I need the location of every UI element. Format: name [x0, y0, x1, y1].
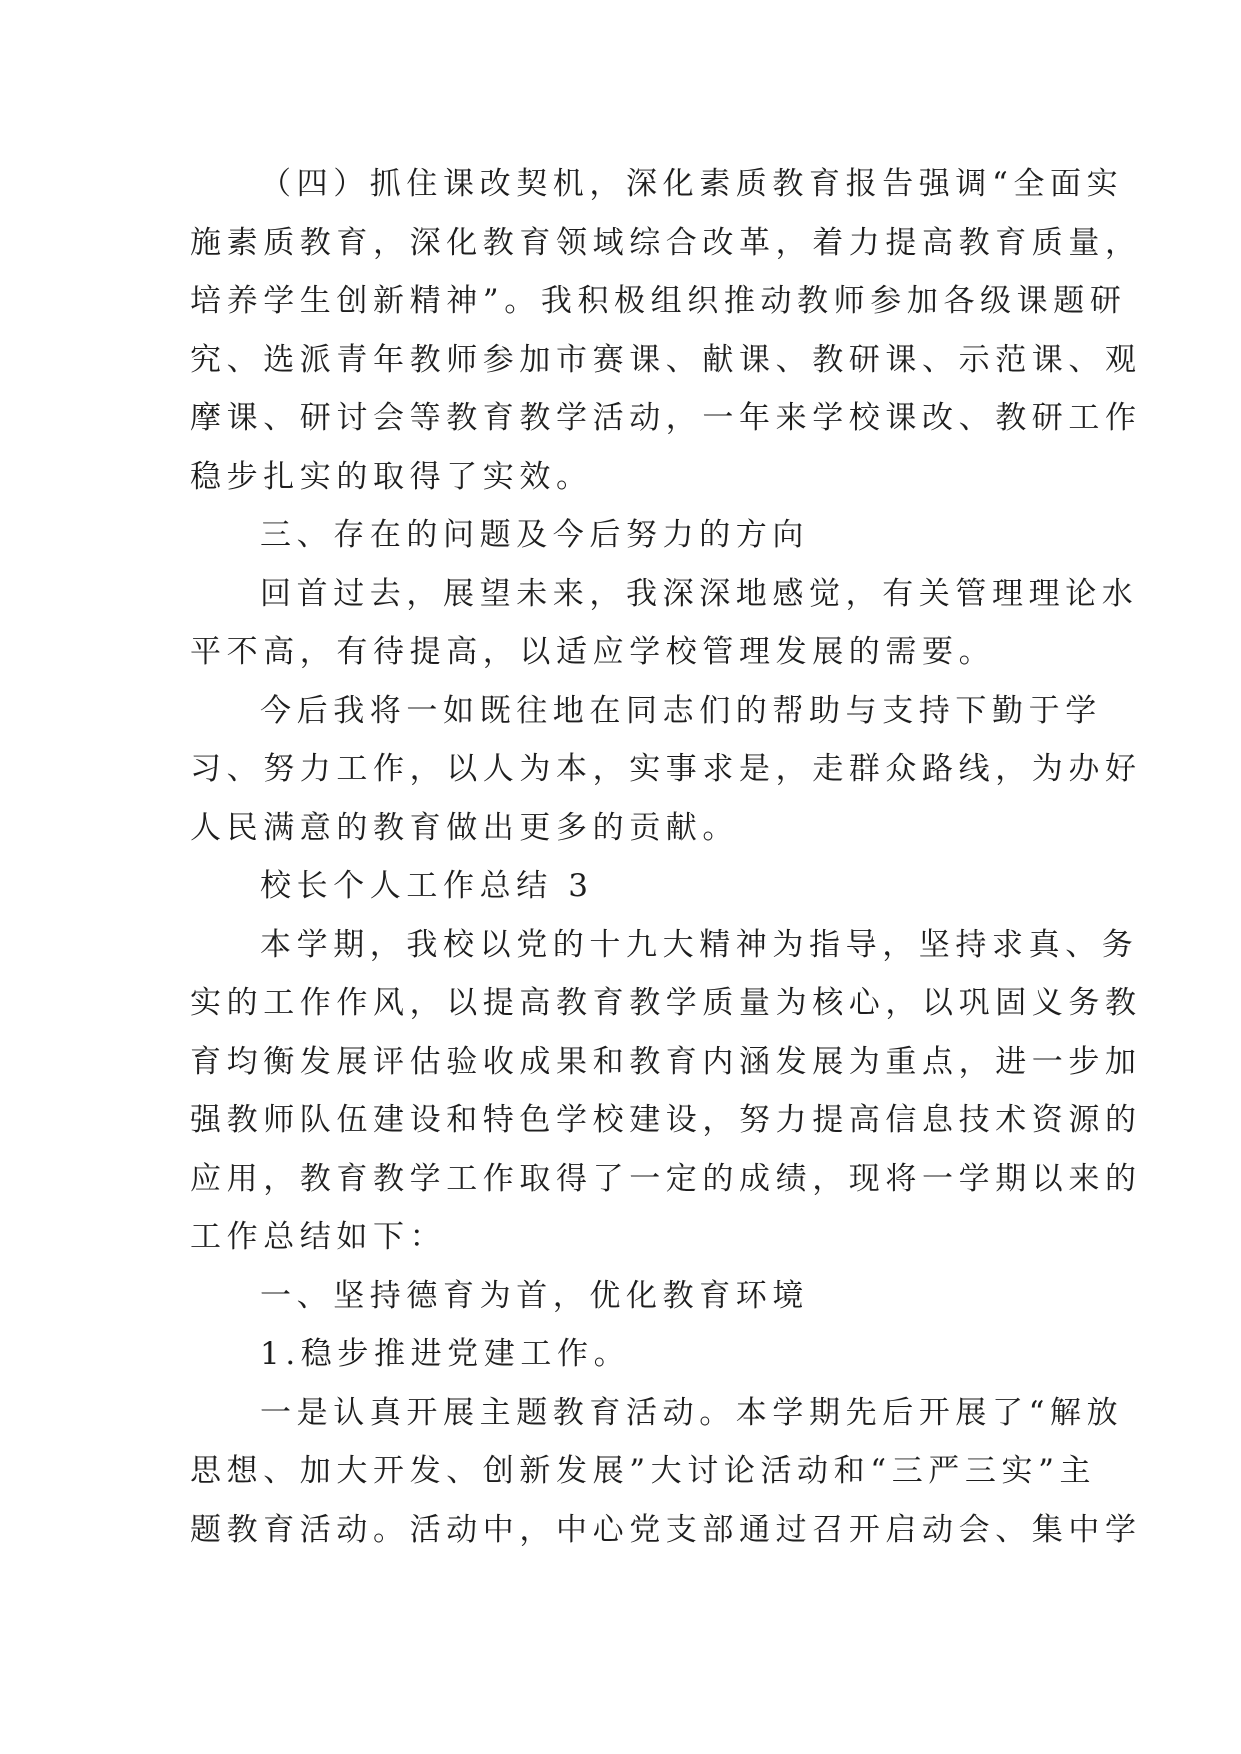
text-line: 回首过去，展望未来，我深深地感觉，有关管理理论水	[260, 575, 1139, 612]
text-line: 究、选派青年教师参加市赛课、献课、教研课、示范课、观	[190, 341, 1142, 378]
text-line: 平不高，有待提高，以适应学校管理发展的需要。	[190, 634, 996, 670]
section-heading: 三、存在的问题及今后努力的方向	[260, 517, 809, 553]
text-line: 工作总结如下：	[190, 1219, 447, 1255]
text-line: 习、努力工作，以人为本，实事求是，走群众路线，为办好	[190, 751, 1142, 787]
text-line: 稳步扎实的取得了实效。	[190, 458, 593, 495]
text-line: 今后我将一如既往地在同志们的帮助与支持下勤于学	[260, 692, 1102, 729]
text-line: 培养学生创新精神”。我积极组织推动教师参加各级课题研	[190, 283, 1127, 319]
text-line: 强教师队伍建设和特色学校建设，努力提高信息技术资源的	[190, 1102, 1142, 1138]
document-subtitle: 校长个人工作总结 3	[260, 868, 594, 904]
text-line: 题教育活动。活动中，中心党支部通过召开启动会、集中学	[190, 1511, 1142, 1548]
document-body	[190, 155, 1142, 1559]
text-line: 思想、加大开发、创新发展”大讨论活动和“三严三实”主	[190, 1453, 1097, 1489]
text-line: 实的工作作风，以提高教育教学质量为核心，以巩固义务教	[190, 985, 1142, 1021]
text-line: 本学期，我校以党的十九大精神为指导，坚持求真、务	[260, 926, 1139, 963]
subsection-heading: 1.稳步推进党建工作。	[260, 1336, 631, 1372]
text-line: 摩课、研讨会等教育教学活动，一年来学校课改、教研工作	[190, 400, 1142, 436]
section-heading: 一、坚持德育为首，优化教育环境	[260, 1277, 809, 1314]
text-line: 人民满意的教育做出更多的贡献。	[190, 809, 739, 846]
text-line: 一是认真开展主题教育活动。本学期先后开展了“解放	[260, 1394, 1124, 1431]
text-line: 应用，教育教学工作取得了一定的成绩，现将一学期以来的	[190, 1160, 1142, 1197]
text-line: 施素质教育，深化教育领域综合改革，着力提高教育质量，	[190, 224, 1142, 261]
text-line: （四）抓住课改契机，深化素质教育报告强调“全面实	[260, 166, 1124, 202]
text-line: 育均衡发展评估验收成果和教育内涵发展为重点，进一步加	[190, 1043, 1142, 1080]
